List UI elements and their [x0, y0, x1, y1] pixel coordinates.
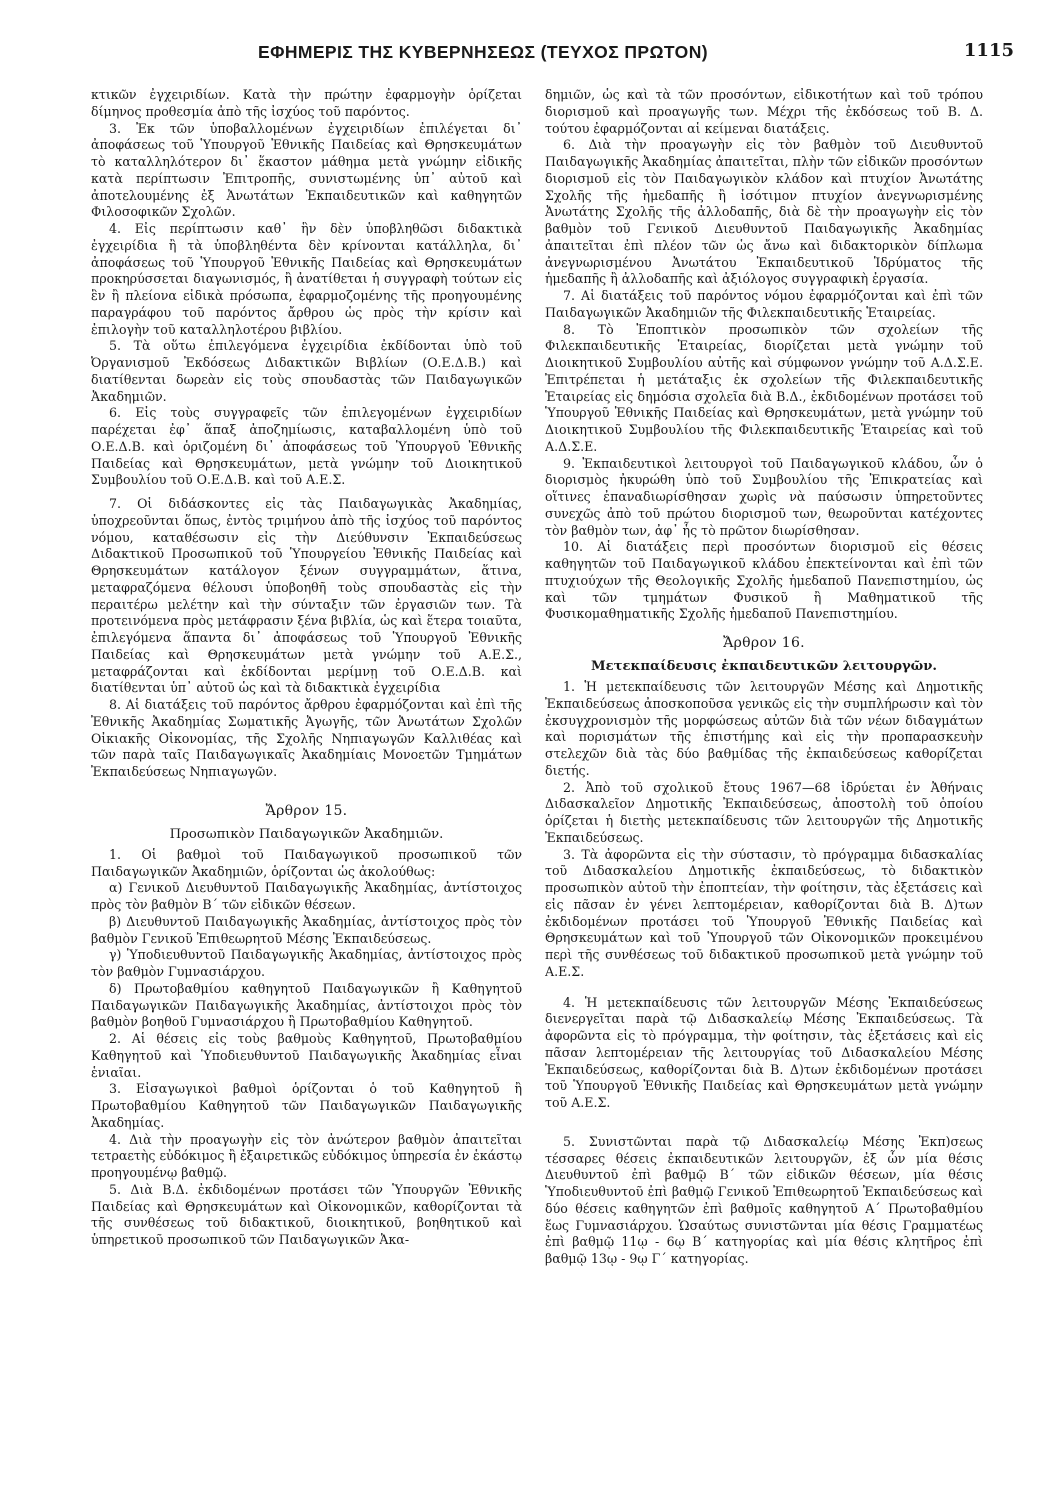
paragraph: 10. Αἱ διατάξεις περὶ προσόντων διορισμοῦ εἰς θέσεις καθηγητῶν τοῦ Παιδαγωγικοῦ κλάδου ἐπεκτείνονται καὶ ἐπὶ τῶν πτυχιούχων τῆς Θεολογικῆς Σχολῆς ἡμεδαποῦ Πανεπιστημίου, ὡς καὶ τῶν τμημάτων Φυσικοῦ ἢ Μαθηματικοῦ τῆς Φυσικομαθηματικῆς Σχολῆς ἡμεδαποῦ Πανεπιστημίου. [545, 539, 983, 622]
list-item: β) Διευθυντοῦ Παιδαγωγικῆς Ἀκαδημίας, ἀντίστοιχος πρὸς τὸν βαθμὸν Γενικοῦ Ἐπιθεωρητοῦ Μέσης Ἐκπαιδεύσεως. [91, 913, 522, 946]
paragraph: 1. Ἡ μετεκπαίδευσις τῶν λειτουργῶν Μέσης καὶ Δημοτικῆς Ἐκπαιδεύσεως ἀποσκοποῦσα γενικῶς εἰς τὴν συμπλήρωσιν καὶ τὸν ἐκσυγχρονισμὸν τῆς μορφώσεως αὐτῶν διὰ τῶν νέων διδαγμάτων καὶ πορισμάτων τῆς ἐπιστήμης καὶ εἰς τὴν προπαρασκευὴν στελεχῶν διὰ τὰς δύο βαθμίδας τῆς ἐκπαιδεύσεως καθορίζεται διετής. [545, 679, 983, 778]
paragraph: 8. Τὸ Ἐποπτικὸν προσωπικὸν τῶν σχολείων τῆς Φιλεκπαιδευτικῆς Ἑταιρείας, διορίζεται μετὰ γνώμην τοῦ Διοικητικοῦ Συμβουλίου αὐτῆς καὶ σύμφωνον γνώμην τοῦ Α.Δ.Σ.Ε. Ἐπιτρέπεται ἡ μετάταξις ἐκ σχολείων τῆς Φιλεκπαιδευτικῆς Ἑταιρείας εἰς δημόσια σχολεῖα διὰ Β.Δ., ἐκδιδομένων προτάσει τοῦ Ὑπουργοῦ Ἐθνικῆς Παιδείας καὶ Θρησκευμάτων, μετὰ γνώμην τοῦ Διοικητικοῦ Συμβουλίου τῆς Φιλεκπαιδευτικῆς Ἑταιρείας καὶ τοῦ Α.Δ.Σ.Ε. [545, 321, 983, 454]
paragraph: 5. Συνιστῶνται παρὰ τῷ Διδασκαλείῳ Μέσης Ἐκπ)σεως τέσσαρες θέσεις ἐκπαιδευτικῶν λειτουργῶν, ἐξ ὧν μία θέσις Διευθυντοῦ ἐπὶ βαθμῷ Β΄ τῶν εἰδικῶν θέσεων, μία θέσις Ὑποδιευθυντοῦ ἐπὶ βαθμῷ Γενικοῦ Ἐπιθεωρητοῦ Ἐκπαιδεύσεως καὶ δύο θέσεις καθηγητῶν ἐπὶ βαθμοῖς καθηγητοῦ Α΄ Πρωτοβαθμίου ἕως Γυμνασιάρχου. Ὡσαύτως συνιστῶνται μία θέσις Γραμματέως ἐπὶ βαθμῷ 11ῳ - 6ῳ Β΄ κατηγορίας καὶ μία θέσις κλητῆρος ἐπὶ βαθμῷ 13ῳ - 9ῳ Γ΄ κατηγορίας. [545, 1133, 983, 1266]
paragraph: 4. Διὰ τὴν προαγωγὴν εἰς τὸν ἀνώτερον βαθμὸν ἀπαιτεῖται τετραετὴς εὐδόκιμος ἢ ἐξαιρετικῶς εὐδόκιμος ὑπηρεσία ἐν ἑκάστῳ προηγουμένῳ βαθμῷ. [91, 1131, 522, 1180]
paragraph: 8. Αἱ διατάξεις τοῦ παρόντος ἄρθρου ἐφαρμόζονται καὶ ἐπὶ τῆς Ἐθνικῆς Ἀκαδημίας Σωματικῆς Ἀγωγῆς, τῶν Ἀνωτάτων Σχολῶν Οἰκιακῆς Οἰκονομίας, τῆς Σχολῆς Νηπιαγωγῶν Καλλιθέας καὶ τῶν παρὰ ταῖς Παιδαγωγικαῖς Ἀκαδημίαις Μονοετῶν Τμημάτων Ἐκπαιδεύσεως Νηπιαγωγῶν. [91, 697, 522, 779]
article-15-subtitle: Προσωπικὸν Παιδαγωγικῶν Ἀκαδημιῶν. [169, 826, 444, 842]
article-16-subtitle: Μετεκπαίδευσις ἐκπαιδευτικῶν λειτουργῶν. [591, 659, 937, 674]
paragraph: 6. Εἰς τοὺς συγγραφεῖς τῶν ἐπιλεγομένων ἐγχειριδίων παρέχεται ἐφ᾿ ἅπαξ ἀποζημίωσις, καταβαλλομένη ὑπὸ τοῦ Ο.Ε.Δ.Β. καὶ ὁριζομένη δι᾿ ἀποφάσεως τοῦ Ὑπουργοῦ Ἐθνικῆς Παιδείας καὶ Θρησκευμάτων, μετὰ γνώμην τοῦ Διοικητικοῦ Συμβουλίου τοῦ Ο.Ε.Δ.Β. καὶ τοῦ Α.Ε.Σ. [91, 405, 522, 488]
spacer [545, 981, 983, 995]
paragraph: κτικῶν ἐγχειριδίων. Κατὰ τὴν πρώτην ἐφαρμογὴν ὁρίζεται δίμηνος προθεσμία ἀπὸ τῆς ἰσχύος τοῦ παρόντος. [91, 87, 522, 119]
paragraph: 9. Ἐκπαιδευτικοὶ λειτουργοὶ τοῦ Παιδαγωγικοῦ κλάδου, ὧν ὁ διορισμὸς ἠκυρώθη ὑπὸ τοῦ Συμβουλίου τῆς Ἐπικρατείας καὶ οἵτινες ἐπαναδιωρίσθησαν χωρὶς νὰ παύσωσιν ὑπηρετοῦντες συνεχῶς ἀπὸ τοῦ πρώτου διορισμοῦ των, θεωροῦνται κατέχοντες τὸν βαθμὸν των, ἀφ᾿ ἧς τὸ πρῶτον διωρίσθησαν. [545, 455, 983, 538]
list-item: δ) Πρωτοβαθμίου καθηγητοῦ Παιδαγωγικῶν ἢ Καθηγητοῦ Παιδαγωγικῶν Παιδαγωγικῆς Ἀκαδημίας, ἀντίστοιχοι πρὸς τὸν βαθμὸν βοηθοῦ Γυμνασιάρχου ἢ Πρωτοβαθμίου Καθηγητοῦ. [91, 980, 522, 1030]
left-column [91, 87, 522, 1479]
gazette-header-title: ΕΦΗΜΕΡΙΣ ΤΗΣ ΚΥΒΕΡΝΗΣΕΩΣ (ΤΕΥΧΟΣ ΠΡΩΤΟΝ) [258, 42, 708, 62]
paragraph: 7. Αἱ διατάξεις τοῦ παρόντος νόμου ἐφαρμόζονται καὶ ἐπὶ τῶν Παιδαγωγικῶν Ἀκαδημιῶν τῆς Φιλεκπαιδευτικῆς Ἑταιρείας. [545, 288, 983, 320]
page-number: 1115 [963, 40, 1014, 61]
list-item: γ) Ὑποδιευθυντοῦ Παιδαγωγικῆς Ἀκαδημίας, ἀντίστοιχος πρὸς τὸν βαθμὸν Γυμνασιάρχου. [91, 947, 522, 979]
spacer [545, 1112, 983, 1134]
paragraph: 4. Ἡ μετεκπαίδευσις τῶν λειτουργῶν Μέσης Ἐκπαιδεύσεως διενεργεῖται παρὰ τῷ Διδασκαλείῳ Μέσης Ἐκπαιδεύσεως. Τὰ ἀφορῶντα εἰς τὸ πρόγραμμα, τὴν φοίτησιν, τὰς ἐξετάσεις καὶ εἰς πᾶσαν λεπτομέρειαν τῆς λειτουργίας τοῦ Διδασκαλείου Μέσης Ἐκπαιδεύσεως, καθορίζονται διὰ Β. Δ)των ἐκδιδομένων προτάσει τοῦ Ὑπουργοῦ Ἐθνικῆς Παιδείας καὶ Θρησκευμάτων μετὰ γνώμην τοῦ Α.Ε.Σ. [545, 994, 983, 1110]
paragraph: 5. Διὰ Β.Δ. ἐκδιδομένων προτάσει τῶν Ὑπουργῶν Ἐθνικῆς Παιδείας καὶ Θρησκευμάτων καὶ Οἰκονομικῶν, καθορίζονται τὰ τῆς συνθέσεως τοῦ διδακτικοῦ, διοικητικοῦ, βοηθητικοῦ καὶ ὑπηρετικοῦ προσωπικοῦ τῶν Παιδαγωγικῶν Ἀκα- [91, 1181, 522, 1247]
paragraph: 5. Τὰ οὕτω ἐπιλεγόμενα ἐγχειρίδια ἐκδίδονται ὑπὸ τοῦ Ὀργανισμοῦ Ἐκδόσεως Διδακτικῶν Βιβλίων (Ο.Ε.Δ.Β.) καὶ διατίθενται δωρεὰν εἰς τοὺς σπουδαστὰς τῶν Παιδαγωγικῶν Ἀκαδημιῶν. [91, 338, 522, 404]
paragraph: 2. Ἀπὸ τοῦ σχολικοῦ ἔτους 1967—68 ἱδρύεται ἐν Ἀθήναις Διδασκαλεῖον Δημοτικῆς Ἐκπαιδεύσεως, ἀποστολὴ τοῦ ὁποίου ὁρίζεται ἡ διετὴς μετεκπαίδευσις τῶν λειτουργῶν τῆς Δημοτικῆς Ἐκπαιδεύσεως. [545, 779, 983, 845]
article-15-title: Ἄρθρον 15. [265, 802, 348, 819]
paragraph: 3. Τὰ ἀφορῶντα εἰς τὴν σύστασιν, τὸ πρόγραμμα διδασκαλίας τοῦ Διδασκαλείου Δημοτικῆς ἐκπαιδεύσεως, τὸ διδακτικὸν προσωπικὸν αὐτοῦ τὴν ἐποπτείαν, τὴν φοίτησιν, τὰς ἐξετάσεις καὶ εἰς πᾶσαν ἐν γένει λεπτομέρειαν, καθορίζονται διὰ Β. Δ)των ἐκδιδομένων προτάσει τοῦ Ὑπουργοῦ Ἐθνικῆς Παιδείας καὶ Θρησκευμάτων καὶ τοῦ Ὑπουργοῦ τῶν Οἰκονομικῶν προκειμένου περὶ τῆς συνθέσεως τοῦ διδακτικοῦ προσωπικοῦ μετὰ γνώμην τοῦ Α.Ε.Σ. [545, 846, 983, 979]
paragraph: 2. Αἱ θέσεις εἰς τοὺς βαθμοὺς Καθηγητοῦ, Πρωτοβαθμίου Καθηγητοῦ καὶ Ὑποδιευθυντοῦ Παιδαγωγικῆς Ἀκαδημίας εἶναι ἑνιαῖαι. [91, 1031, 522, 1080]
spacer [91, 489, 522, 496]
paragraph: 4. Εἰς περίπτωσιν καθ᾿ ἣν δὲν ὑποβληθῶσι διδακτικὰ ἐγχειρίδια ἢ τὰ ὑποβληθέντα δὲν κρίνονται κατάλληλα, δι᾿ ἀποφάσεως τοῦ Ὑπουργοῦ Ἐθνικῆς Παιδείας καὶ Θρησκευμάτων προκηρύσσεται διαγωνισμός, ἢ ἀνατίθεται ἡ συγγραφὴ τούτων εἰς ἓν ἢ πλείονα εἰδικὰ πρόσωπα, ἐφαρμοζομένης τῆς προηγουμένης παραγράφου τοῦ παρόντος ἄρθρου ὡς πρὸς τὴν κρίσιν καὶ ἐπιλογὴν τοῦ καταλληλοτέρου βιβλίου. [91, 221, 522, 337]
paragraph: 3. Ἐκ τῶν ὑποβαλλομένων ἐγχειριδίων ἐπιλέγεται δι᾿ ἀποφάσεως τοῦ Ὑπουργοῦ Ἐθνικῆς Παιδείας καὶ Θρησκευμάτων τὸ καταλληλότερον δι᾿ ἕκαστον μάθημα μετὰ γνώμην εἰδικῆς κατὰ περίπτωσιν Ἐπιτροπῆς, συνιστωμένης ὑπ᾿ αὐτοῦ καὶ ἀποτελουμένης ἐξ Ἀνωτάτων Ἐκπαιδευτικῶν καὶ καθηγητῶν Φιλοσοφικῶν Σχολῶν. [91, 120, 522, 220]
paragraph: 6. Διὰ τὴν προαγωγὴν εἰς τὸν βαθμὸν τοῦ Διευθυντοῦ Παιδαγωγικῆς Ἀκαδημίας ἀπαιτεῖται, πλὴν τῶν εἰδικῶν προσόντων διορισμοῦ εἰς τὸν Παιδαγωγικὸν κλάδον καὶ πτυχίον Ἀνωτάτης Σχολῆς τῆς ἡμεδαπῆς ἢ ἰσότιμον πτυχίον ἀνεγνωρισμένης Ἀνωτάτης Σχολῆς τῆς ἀλλοδαπῆς, διὰ δὲ τὴν προαγωγὴν εἰς τὸν βαθμὸν τοῦ Γενικοῦ Διευθυντοῦ Παιδαγωγικῆς Ἀκαδημίας ἀπαιτεῖται ἐπὶ πλέον τῶν ὡς ἄνω καὶ διδακτορικὸν δίπλωμα ἀνεγνωρισμένου Ἀνωτάτου Ἐκπαιδευτικοῦ Ἱδρύματος τῆς ἡμεδαπῆς ἢ ἀλλοδαπῆς καὶ ἀξιόλογος συγγραφικὴ ἐργασία. [545, 137, 983, 287]
paragraph: 1. Οἱ βαθμοὶ τοῦ Παιδαγωγικοῦ προσωπικοῦ τῶν Παιδαγωγικῶν Ἀκαδημιῶν, ὁρίζονται ὡς ἀκολούθως: [91, 846, 522, 879]
list-item: α) Γενικοῦ Διευθυντοῦ Παιδαγωγικῆς Ἀκαδημίας, ἀντίστοιχος πρὸς τὸν βαθμὸν Β΄ τῶν εἰδικῶν θέσεων. [91, 880, 522, 912]
right-column [545, 87, 983, 1479]
article-16-title: Ἄρθρον 16. [723, 635, 805, 651]
paragraph: δημιῶν, ὡς καὶ τὰ τῶν προσόντων, εἰδικοτήτων καὶ τοῦ τρόπου διορισμοῦ καὶ προαγωγῆς των. Μέχρι τῆς ἐκδόσεως τοῦ Β. Δ. τούτου ἐφαρμόζονται αἱ κείμεναι διατάξεις. [545, 87, 983, 136]
paragraph: 3. Εἰσαγωγικοὶ βαθμοὶ ὁρίζονται ὁ τοῦ Καθηγητοῦ ἢ Πρωτοβαθμίου Καθηγητοῦ τῶν Παιδαγωγικῶν Παιδαγωγικῆς Ἀκαδημίας. [91, 1081, 522, 1130]
paragraph: 7. Οἱ διδάσκοντες εἰς τὰς Παιδαγωγικὰς Ἀκαδημίας, ὑποχρεοῦνται ὅπως, ἐντὸς τριμήνου ἀπὸ τῆς ἰσχύος τοῦ παρόντος νόμου, καταθέσωσιν εἰς τὴν Διεύθυνσιν Ἐκπαιδεύσεως Διδακτικοῦ Προσωπικοῦ τοῦ Ὑπουργείου Ἐθνικῆς Παιδείας καὶ Θρησκευμάτων κατάλογον ξένων συγγραμμάτων, ἅτινα, μεταφραζόμενα θέλουσι ὑποβοηθῆ τοὺς σπουδαστὰς εἰς τὴν περαιτέρω μελέτην καὶ τὴν σύνταξιν τῶν ἐργασιῶν των. Τὰ προτεινόμενα πρὸς μετάφρασιν ξένα βιβλία, ὡς καὶ ἕτερα τοιαῦτα, ἐπιλεγόμενα ἅπαντα δι᾿ ἀποφάσεως τοῦ Ὑπουργοῦ Ἐθνικῆς Παιδείας καὶ Θρησκευμάτων μετὰ γνώμην τοῦ Α.Ε.Σ., μεταφράζονται καὶ ἐκδίδονται μερίμνῃ τοῦ Ο.Ε.Δ.Β. καὶ διατίθενται ὑπ᾿ αὐτοῦ ὡς καὶ τὰ διδακτικὰ ἐγχειρίδια [91, 496, 522, 696]
